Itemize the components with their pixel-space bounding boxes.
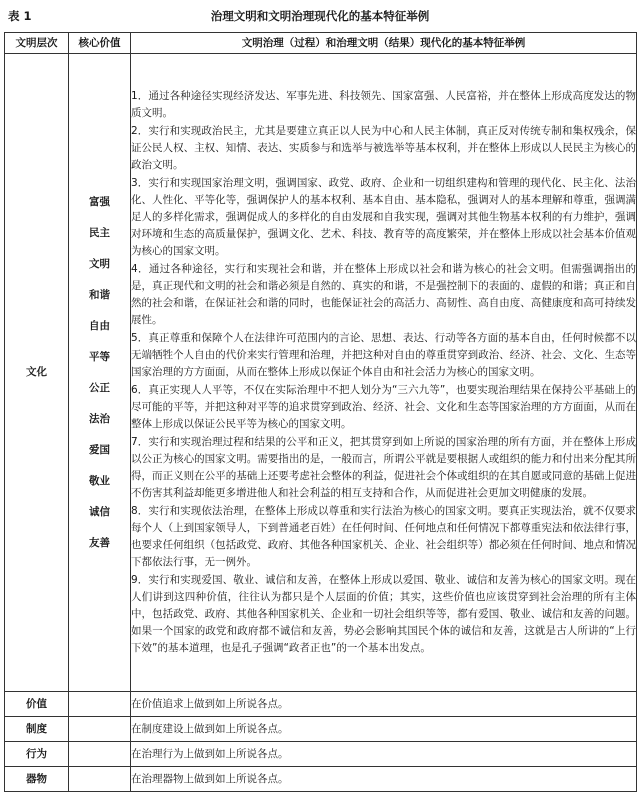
- empty-cell: [69, 692, 131, 717]
- core-value-item: 公正: [89, 381, 110, 394]
- core-value-item: 民主: [89, 226, 110, 239]
- behavior-row: [5, 742, 637, 767]
- core-value-item: 敬业: [89, 474, 110, 487]
- culture-row: [5, 54, 637, 692]
- example-paragraph: 5．真正尊重和保障个人在法律许可范围内的言论、思想、表达、行动等各方面的基本自由，任何时候都不以无端牺牲个人自由的代价来实行管理和治理，并把这种对自由的尊重贯穿到政治、经济、社会、文化、生态等国家治理的方方面面，从而在整体上形成以保证个体自由和社会活力为核心的国家文明。: [131, 331, 636, 378]
- core-value-item: 和谐: [89, 288, 110, 301]
- system-row: [5, 717, 637, 742]
- level-culture: 文化: [5, 54, 69, 692]
- header-core-values: 核心价值: [69, 33, 131, 54]
- core-values-cell: [69, 54, 131, 692]
- row-text: 在治理器物上做到如上所说各点。: [131, 767, 637, 792]
- examples-cell: [131, 54, 637, 692]
- core-value-item: 自由: [89, 319, 110, 332]
- level-system: 制度: [5, 717, 69, 742]
- core-value-item: 诚信: [89, 505, 110, 518]
- artifact-row: [5, 767, 637, 792]
- example-paragraph: 8．实行和实现依法治理，在整体上形成以尊重和实行法治为核心的国家文明。要真正实现法治，就不仅要求每个人（上到国家领导人，下到普通老百姓）在任何时间、任何地点和任何情况下都尊重宪法和依法律行事，也要求任何组织（包括政党、政府、其他各种国家机关、企业、社会组织等）都必须在任何时间、地点和情况下都依法行事，无一例外。: [131, 504, 636, 568]
- header-row: [5, 33, 637, 54]
- header-level: 文明层次: [5, 33, 69, 54]
- core-value-item: 爱国: [89, 443, 110, 456]
- level-artifact: 器物: [5, 767, 69, 792]
- example-paragraph: 7．实行和实现治理过程和结果的公平和正义，把其贯穿到如上所说的国家治理的所有方面，并在整体上形成以公正为核心的国家文明。需要指出的是，一般而言，所谓公平就是要根据人或组织的能力和付出来分配其所得，而正义则在公平的基础上还要考虑社会整体的利益，促进社会个体或组织的在其自愿或同意的基础上促进不伤害其利益却能更多增进他人和社会利益的相互支持和合作，从而促进社会更加文明健康的发展。: [131, 435, 636, 499]
- table-caption: [4, 8, 636, 24]
- example-paragraph: 1．通过各种途径实现经济发达、军事先进、科技领先、国家富强、人民富裕，并在整体上形成高度发达的物质文明。: [131, 89, 636, 119]
- example-paragraph: 2．实行和实现政治民主，尤其是要建立真正以人民为中心和人民主体制，真正反对传统专制和集权残余，保证公民人权、主权、知情、表达、实质参与和选举与被选举等基本权利，并在整体上形成以人民民主为核心的政治文明。: [131, 124, 636, 171]
- example-paragraph: 9．实行和实现爱国、敬业、诚信和友善，在整体上形成以爱国、敬业、诚信和友善为核心的国家文明。现在人们讲到这四种价值，往往认为都只是个人层面的价值；其实，这些价值也应该贯穿到社会治理的所有主体中，包括政党、政府、其他各种国家机关、企业和一切社会组织等等，都有爱国、敬业、诚信和友善的问题。如果一个国家的政党和政府都不诚信和友善，势必会影响其国民个体的诚信和友善，这就是古人所讲的“上行下效”的基本道理，也是孔子强调“政者正也”的一个基本出发点。: [131, 573, 636, 654]
- core-value-item: 富强: [89, 195, 110, 208]
- core-value-item: 平等: [89, 350, 110, 363]
- core-values-list: [69, 194, 130, 552]
- table-number: 表 1: [8, 9, 32, 23]
- example-paragraph: 6．真正实现人人平等，不仅在实际治理中不把人划分为“三六九等”，也要实现治理结果在保持公平基础上的尽可能的平等，并把这种对平等的追求贯穿到政治、经济、社会、文化和生态等国家治理的方方面面，从而在整体上形成以保证公民平等为核心的国家文明。: [131, 383, 636, 430]
- core-value-item: 友善: [89, 536, 110, 549]
- level-value: 价值: [5, 692, 69, 717]
- level-behavior: 行为: [5, 742, 69, 767]
- row-text: 在制度建设上做到如上所说各点。: [131, 717, 637, 742]
- core-value-item: 法治: [89, 412, 110, 425]
- empty-cell: [69, 742, 131, 767]
- row-text: 在治理行为上做到如上所说各点。: [131, 742, 637, 767]
- feature-table: [4, 32, 637, 792]
- value-row: [5, 692, 637, 717]
- core-value-item: 文明: [89, 257, 110, 270]
- example-paragraph: 3．实行和实现国家治理文明，强调国家、政党、政府、企业和一切组织建构和管理的现代化、民主化、法治化、人性化、平等化等，强调保护人的基本权利、基本自由、基本隐私，强调对人的基本理解和尊重，强调满足人的多样化需求，强调促成人的多样化的自由发展和自我实现，强调对其他生物基本权利的有力维护，强调对环境和生态的高质量保护，强调文化、艺术、科技、教育等的高度繁荣，并在整体上形成以社会基本价值观为核心的国家文明。: [131, 176, 636, 257]
- empty-cell: [69, 717, 131, 742]
- table-title: 治理文明和文明治理现代化的基本特征举例: [210, 9, 430, 23]
- example-paragraph: 4．通过各种途径，实行和实现社会和谐，并在整体上形成以社会和谐为核心的社会文明。但需强调指出的是，真正现代和文明的社会和谐必须是自然的、真实的和谐，不是强控制下的表面的、虚假的和谐；真正和自然的社会和谐，在保证社会和谐的同时，也能保证社会的高活力、高韧性、高自由度、高健康度和高可持续发展性。: [131, 262, 636, 326]
- row-text: 在价值追求上做到如上所说各点。: [131, 692, 637, 717]
- empty-cell: [69, 767, 131, 792]
- header-examples: 文明治理（过程）和治理文明（结果）现代化的基本特征举例: [131, 33, 637, 54]
